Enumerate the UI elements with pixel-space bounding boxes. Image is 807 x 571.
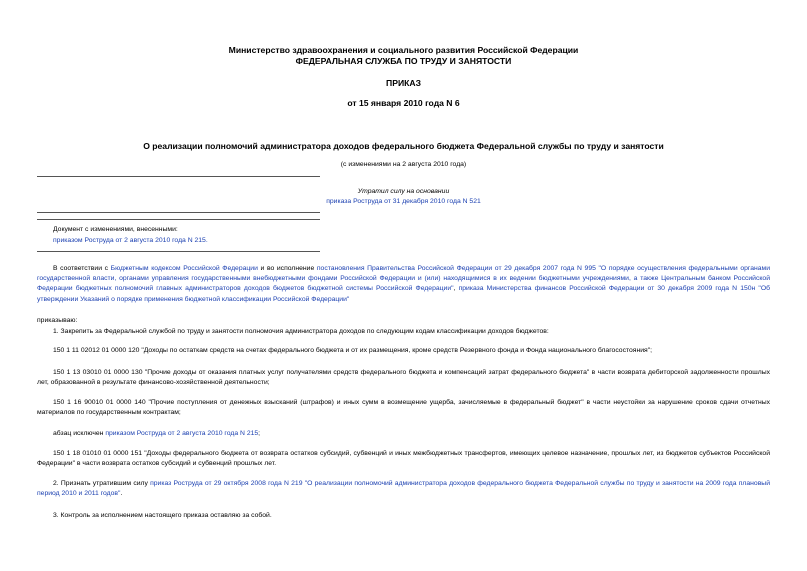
document-type: ПРИКАЗ: [386, 78, 421, 88]
revision-note: (с изменениями на 2 августа 2010 года): [340, 161, 467, 168]
ministry-name: Министерство здравоохранения и социального развития Российской Федерации: [228, 45, 579, 55]
code-item: 150 1 18 01010 01 0000 151 "Доходы федерального бюджета от возврата остатков субсидий, субвенций и иных межбюджетных трансфертов, имеющих целевое назначение, прошлых лет, из бюджетов субъектов Российской Федерации" в части возврата остатков субсидий и субвенций прошлых лет.: [37, 450, 770, 468]
amend-note-link[interactable]: приказом Роструда от 2 августа 2010 года N 215.: [53, 237, 208, 244]
item-3: 3. Контроль за исполнением настоящего приказа оставляю за собой.: [53, 512, 272, 519]
revoked-order-link[interactable]: приказ Роструда от 29 октября 2008 года N 219 "О реализации полномочий администратора доходов федерального бюджета Федеральной службы по труду и занятости на 2009 года плановый период 2010 и 2011 годов": [37, 480, 770, 498]
item-2: 2. Признать утратившим силу приказ Роструда от 29 октября 2008 года N 219 "О реализации полномочий администратора доходов федерального бюджета Федеральной службы по труду и занятости на 2009 года плановый период 2010 и 2011 годов".: [37, 480, 770, 498]
excluded-paragraph: абзац исключен приказом Роструда от 2 августа 2010 года N 215;: [53, 430, 261, 437]
amend-note-text: Документ с изменениями, внесенными:: [53, 226, 178, 233]
code-item: 150 1 13 03010 01 0000 130 "Прочие доходы от оказания платных услуг получателями средств федерального бюджета и компенсаций затрат федерального бюджета" в части возврата дебиторской задолженности прошлых лет, образованной в результате финансово-хозяйственной деятельности;: [37, 369, 770, 387]
service-name: ФЕДЕРАЛЬНАЯ СЛУЖБА ПО ТРУДУ И ЗАНЯТОСТИ: [295, 56, 512, 66]
amendment-order-link[interactable]: приказом Роструда от 2 августа 2010 года N 215: [105, 430, 259, 437]
budget-code-link[interactable]: Бюджетным кодексом Российской Федерации: [110, 265, 258, 272]
document-title: О реализации полномочий администратора доходов федерального бюджета Федеральной службы по труду и занятости: [143, 141, 664, 151]
void-notice-text: Утратил силу на основании: [357, 188, 450, 195]
order-word: приказываю:: [37, 317, 78, 324]
code-item: 150 1 16 90010 01 0000 140 "Прочие поступления от денежных взысканий (штрафов) и иных сумм в возмещение ущерба, зачисляемые в федеральный бюджет" в части неустойки за нарушение сроков сдачи отчетных материалов по государственным контрактам;: [37, 399, 770, 417]
divider: [37, 176, 320, 177]
government-decree-link[interactable]: постановления Правительства Российской Федерации от 29 декабря 2007 года N 995 "О порядке осуществления федеральными органами государственной власти, органами управления государственными внебюджетными фондами Российской Федерации и (или) находящимися в их ведении бюджетными учреждениями, а также Центральным банком Российской Федерации бюджетных полномочий главных администраторов доходов бюджетов бюджетной системы Российской Федерации": [37, 265, 771, 293]
divider: [37, 219, 320, 220]
minfin-order-link[interactable]: приказа Министерства финансов Российской Федерации от 30 декабря 2009 года N 150н "Об утверждении Указаний о порядке применения бюджетной классификации Российской Федерации": [37, 285, 770, 303]
void-notice-link[interactable]: приказа Роструда от 31 декабря 2010 года N 521: [326, 198, 481, 205]
divider: [37, 251, 320, 252]
code-item: 150 1 11 02012 01 0000 120 "Доходы по остаткам средств на счетах федерального бюджета и от их размещения, кроме средств Резервного фонда и Фонда национального благосостояния";: [53, 347, 652, 354]
divider: [37, 212, 320, 213]
preamble: В соответствии с Бюджетным кодексом Российской Федерации и во исполнение постановления Правительства Российской Федерации от 29 декабря 2007 года N 995 "О порядке осуществления федеральными органами государственной власти, органами управления государственными внебюджетными фондами Российской Федерации и (или) находящимися в их ведении бюджетными учреждениями, а также Центральным банком Российской Федерации бюджетных полномочий главных администраторов доходов бюджетов бюджетной системы Российской Федерации", приказа Министерства финансов Российской Федерации от 30 декабря 2009 года N 150н "Об утверждении Указаний о порядке применения бюджетной классификации Российской Федерации": [37, 265, 771, 303]
document-date: от 15 января 2010 года N 6: [347, 98, 460, 108]
item-1: 1. Закрепить за Федеральной службой по труду и занятости полномочия администратора доходов по следующим кодам классификации доходов бюджетов:: [53, 328, 549, 335]
